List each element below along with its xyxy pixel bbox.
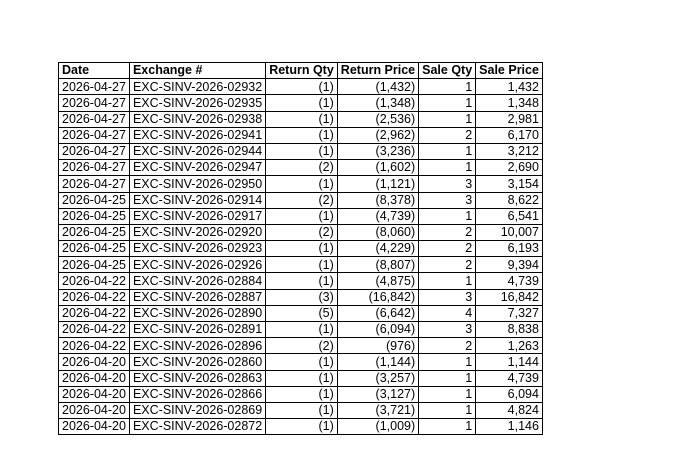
- cell-return-qty: (1): [266, 79, 338, 95]
- header-date: Date: [59, 63, 130, 79]
- table-row: [59, 95, 543, 111]
- exchange-table: [58, 62, 543, 435]
- cell-return-qty: (1): [266, 322, 338, 338]
- cell-sale-qty: 1: [419, 143, 476, 159]
- cell-return-qty: (1): [266, 241, 338, 257]
- cell-sale-price: 1,432: [476, 79, 543, 95]
- table-row: [59, 386, 543, 402]
- cell-exchange-number: EXC-SINV-2026-02914: [129, 192, 265, 208]
- cell-return-price: (3,257): [337, 370, 418, 386]
- cell-sale-qty: 3: [419, 289, 476, 305]
- cell-return-price: (3,721): [337, 402, 418, 418]
- table-row: [59, 354, 543, 370]
- cell-exchange-number: EXC-SINV-2026-02944: [129, 143, 265, 159]
- cell-date: 2026-04-20: [59, 402, 130, 418]
- cell-exchange-number: EXC-SINV-2026-02869: [129, 402, 265, 418]
- table-row: [59, 289, 543, 305]
- cell-date: 2026-04-27: [59, 127, 130, 143]
- cell-exchange-number: EXC-SINV-2026-02860: [129, 354, 265, 370]
- header-return-qty: Return Qty: [266, 63, 338, 79]
- cell-sale-qty: 1: [419, 111, 476, 127]
- table-row: [59, 208, 543, 224]
- cell-return-qty: (1): [266, 208, 338, 224]
- cell-sale-qty: 3: [419, 176, 476, 192]
- cell-return-qty: (1): [266, 273, 338, 289]
- cell-date: 2026-04-27: [59, 176, 130, 192]
- cell-date: 2026-04-27: [59, 143, 130, 159]
- cell-return-price: (976): [337, 338, 418, 354]
- cell-sale-price: 3,212: [476, 143, 543, 159]
- table-row: [59, 176, 543, 192]
- header-exchange-number: Exchange #: [129, 63, 265, 79]
- cell-return-qty: (2): [266, 224, 338, 240]
- cell-return-qty: (2): [266, 338, 338, 354]
- cell-return-qty: (1): [266, 370, 338, 386]
- cell-return-qty: (2): [266, 160, 338, 176]
- cell-sale-qty: 1: [419, 160, 476, 176]
- cell-return-price: (1,602): [337, 160, 418, 176]
- table-row: [59, 338, 543, 354]
- table-body: [59, 79, 543, 435]
- cell-exchange-number: EXC-SINV-2026-02917: [129, 208, 265, 224]
- cell-return-price: (1,009): [337, 419, 418, 435]
- cell-sale-price: 6,541: [476, 208, 543, 224]
- cell-exchange-number: EXC-SINV-2026-02866: [129, 386, 265, 402]
- cell-exchange-number: EXC-SINV-2026-02938: [129, 111, 265, 127]
- table-row: [59, 79, 543, 95]
- table-row: [59, 419, 543, 435]
- cell-exchange-number: EXC-SINV-2026-02932: [129, 79, 265, 95]
- cell-return-qty: (1): [266, 386, 338, 402]
- cell-sale-price: 3,154: [476, 176, 543, 192]
- cell-exchange-number: EXC-SINV-2026-02926: [129, 257, 265, 273]
- table-row: [59, 160, 543, 176]
- cell-sale-qty: 2: [419, 224, 476, 240]
- cell-exchange-number: EXC-SINV-2026-02923: [129, 241, 265, 257]
- cell-sale-price: 4,739: [476, 370, 543, 386]
- cell-date: 2026-04-25: [59, 224, 130, 240]
- cell-sale-qty: 3: [419, 322, 476, 338]
- cell-date: 2026-04-20: [59, 419, 130, 435]
- cell-sale-price: 6,193: [476, 241, 543, 257]
- cell-sale-qty: 1: [419, 79, 476, 95]
- cell-exchange-number: EXC-SINV-2026-02884: [129, 273, 265, 289]
- table-row: [59, 322, 543, 338]
- cell-exchange-number: EXC-SINV-2026-02947: [129, 160, 265, 176]
- cell-sale-qty: 2: [419, 338, 476, 354]
- cell-return-price: (6,642): [337, 305, 418, 321]
- cell-return-qty: (1): [266, 402, 338, 418]
- cell-sale-price: 8,838: [476, 322, 543, 338]
- cell-sale-price: 1,144: [476, 354, 543, 370]
- cell-return-price: (1,144): [337, 354, 418, 370]
- cell-return-price: (2,536): [337, 111, 418, 127]
- cell-return-qty: (1): [266, 95, 338, 111]
- cell-sale-price: 1,263: [476, 338, 543, 354]
- cell-sale-qty: 1: [419, 208, 476, 224]
- table-row: [59, 224, 543, 240]
- cell-return-qty: (1): [266, 419, 338, 435]
- cell-exchange-number: EXC-SINV-2026-02920: [129, 224, 265, 240]
- cell-date: 2026-04-25: [59, 208, 130, 224]
- table-row: [59, 305, 543, 321]
- cell-exchange-number: EXC-SINV-2026-02890: [129, 305, 265, 321]
- table-row: [59, 241, 543, 257]
- header-return-price: Return Price: [337, 63, 418, 79]
- table-row: [59, 402, 543, 418]
- cell-exchange-number: EXC-SINV-2026-02941: [129, 127, 265, 143]
- cell-return-price: (8,378): [337, 192, 418, 208]
- cell-return-price: (3,127): [337, 386, 418, 402]
- table-row: [59, 273, 543, 289]
- cell-return-qty: (1): [266, 176, 338, 192]
- cell-sale-qty: 1: [419, 354, 476, 370]
- cell-sale-qty: 4: [419, 305, 476, 321]
- cell-date: 2026-04-22: [59, 305, 130, 321]
- cell-date: 2026-04-27: [59, 95, 130, 111]
- cell-exchange-number: EXC-SINV-2026-02887: [129, 289, 265, 305]
- cell-sale-price: 2,981: [476, 111, 543, 127]
- cell-return-price: (1,121): [337, 176, 418, 192]
- cell-date: 2026-04-25: [59, 257, 130, 273]
- cell-sale-price: 6,170: [476, 127, 543, 143]
- cell-date: 2026-04-27: [59, 111, 130, 127]
- cell-sale-qty: 1: [419, 402, 476, 418]
- cell-return-price: (4,875): [337, 273, 418, 289]
- cell-date: 2026-04-22: [59, 273, 130, 289]
- cell-return-price: (16,842): [337, 289, 418, 305]
- cell-return-qty: (1): [266, 127, 338, 143]
- cell-exchange-number: EXC-SINV-2026-02863: [129, 370, 265, 386]
- cell-return-price: (6,094): [337, 322, 418, 338]
- cell-date: 2026-04-20: [59, 354, 130, 370]
- cell-sale-price: 16,842: [476, 289, 543, 305]
- cell-return-price: (3,236): [337, 143, 418, 159]
- table-row: [59, 192, 543, 208]
- cell-sale-qty: 1: [419, 386, 476, 402]
- cell-sale-qty: 1: [419, 95, 476, 111]
- table-row: [59, 257, 543, 273]
- cell-date: 2026-04-22: [59, 322, 130, 338]
- cell-date: 2026-04-20: [59, 370, 130, 386]
- cell-return-qty: (1): [266, 354, 338, 370]
- cell-return-price: (1,432): [337, 79, 418, 95]
- table-header-row: [59, 63, 543, 79]
- cell-exchange-number: EXC-SINV-2026-02891: [129, 322, 265, 338]
- cell-return-price: (4,739): [337, 208, 418, 224]
- cell-exchange-number: EXC-SINV-2026-02935: [129, 95, 265, 111]
- table-row: [59, 127, 543, 143]
- cell-sale-price: 9,394: [476, 257, 543, 273]
- cell-return-qty: (2): [266, 192, 338, 208]
- cell-date: 2026-04-22: [59, 289, 130, 305]
- header-sale-price: Sale Price: [476, 63, 543, 79]
- cell-sale-qty: 3: [419, 192, 476, 208]
- cell-return-price: (2,962): [337, 127, 418, 143]
- cell-return-price: (4,229): [337, 241, 418, 257]
- cell-exchange-number: EXC-SINV-2026-02896: [129, 338, 265, 354]
- table-row: [59, 111, 543, 127]
- cell-sale-qty: 2: [419, 127, 476, 143]
- cell-exchange-number: EXC-SINV-2026-02872: [129, 419, 265, 435]
- cell-return-qty: (1): [266, 111, 338, 127]
- cell-date: 2026-04-27: [59, 79, 130, 95]
- cell-return-price: (8,807): [337, 257, 418, 273]
- cell-exchange-number: EXC-SINV-2026-02950: [129, 176, 265, 192]
- cell-sale-price: 1,348: [476, 95, 543, 111]
- cell-date: 2026-04-20: [59, 386, 130, 402]
- cell-sale-qty: 2: [419, 257, 476, 273]
- table-row: [59, 143, 543, 159]
- cell-return-qty: (1): [266, 143, 338, 159]
- cell-sale-price: 1,146: [476, 419, 543, 435]
- exchange-report-sheet: [58, 62, 543, 435]
- cell-return-qty: (5): [266, 305, 338, 321]
- cell-return-price: (1,348): [337, 95, 418, 111]
- cell-sale-qty: 2: [419, 241, 476, 257]
- cell-sale-qty: 1: [419, 273, 476, 289]
- cell-sale-price: 7,327: [476, 305, 543, 321]
- cell-date: 2026-04-27: [59, 160, 130, 176]
- cell-return-qty: (3): [266, 289, 338, 305]
- cell-sale-qty: 1: [419, 370, 476, 386]
- cell-sale-qty: 1: [419, 419, 476, 435]
- cell-sale-price: 4,739: [476, 273, 543, 289]
- table-row: [59, 370, 543, 386]
- cell-date: 2026-04-22: [59, 338, 130, 354]
- cell-date: 2026-04-25: [59, 241, 130, 257]
- cell-sale-price: 4,824: [476, 402, 543, 418]
- cell-return-qty: (1): [266, 257, 338, 273]
- cell-return-price: (8,060): [337, 224, 418, 240]
- cell-sale-price: 2,690: [476, 160, 543, 176]
- header-sale-qty: Sale Qty: [419, 63, 476, 79]
- cell-date: 2026-04-25: [59, 192, 130, 208]
- cell-sale-price: 6,094: [476, 386, 543, 402]
- cell-sale-price: 8,622: [476, 192, 543, 208]
- cell-sale-price: 10,007: [476, 224, 543, 240]
